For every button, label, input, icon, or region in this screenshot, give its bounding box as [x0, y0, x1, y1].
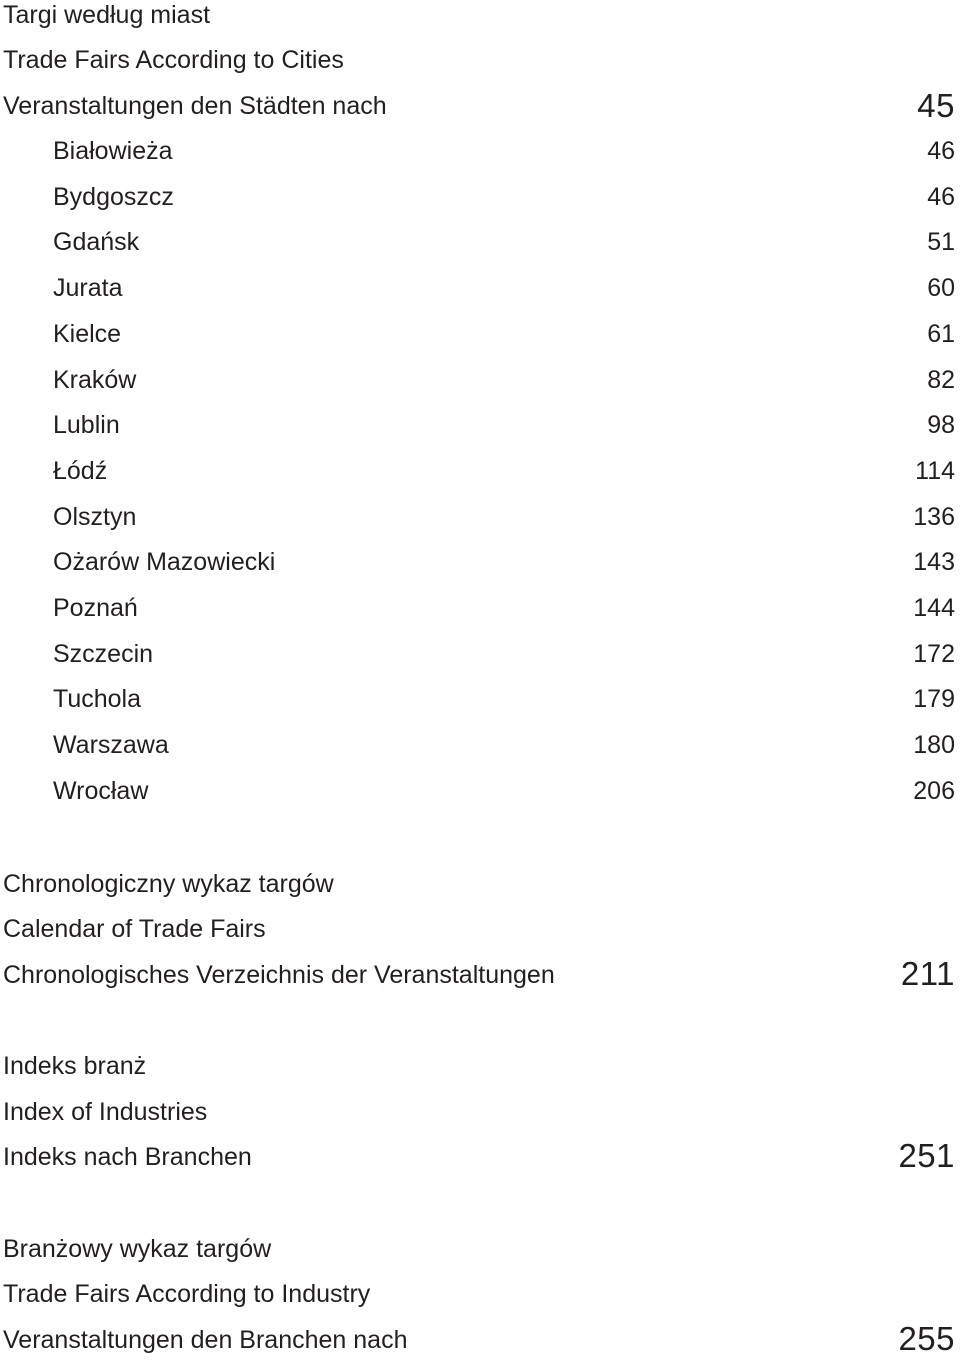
- city-entry[interactable]: [53, 319, 955, 349]
- calendar-section-page-number[interactable]: 211: [900, 955, 955, 992]
- city-name: Gdańsk: [53, 228, 140, 256]
- by-industry-title-en: Trade Fairs According to Industry: [3, 1280, 371, 1308]
- city-name: Bydgoszcz: [53, 183, 174, 211]
- city-page-number: 143: [913, 548, 955, 576]
- city-name: Warszawa: [53, 731, 169, 759]
- city-name: Ożarów Mazowiecki: [53, 548, 276, 576]
- city-name: Szczecin: [53, 640, 154, 668]
- calendar-title-de: Chronologisches Verzeichnis der Veranstaltungen: [3, 961, 555, 989]
- city-page-number: 61: [927, 320, 955, 348]
- by-industry-title-pl: Branżowy wykaz targów: [3, 1235, 272, 1263]
- cities-title-de: Veranstaltungen den Städten nach: [3, 92, 387, 120]
- city-page-number: 98: [927, 411, 955, 439]
- city-page-number: 136: [913, 503, 955, 531]
- city-entry[interactable]: [53, 639, 955, 669]
- city-page-number: 114: [915, 457, 955, 485]
- city-name: Wrocław: [53, 777, 149, 805]
- city-entry[interactable]: [53, 182, 955, 212]
- city-entry[interactable]: [53, 547, 955, 577]
- city-page-number: 206: [913, 777, 955, 805]
- city-page-number: 180: [913, 731, 955, 759]
- city-name: Jurata: [53, 274, 123, 302]
- city-page-number: 51: [927, 228, 955, 256]
- city-entry[interactable]: [53, 684, 955, 714]
- by-industry-section-page-number[interactable]: 255: [898, 1320, 955, 1357]
- city-page-number: 179: [913, 685, 955, 713]
- city-name: Kraków: [53, 366, 137, 394]
- city-entry[interactable]: [53, 502, 955, 532]
- calendar-title-pl: Chronologiczny wykaz targów: [3, 870, 334, 898]
- industries-section-page-number[interactable]: 251: [898, 1137, 955, 1174]
- city-entry[interactable]: [53, 365, 955, 395]
- calendar-title-en: Calendar of Trade Fairs: [3, 915, 266, 943]
- city-entry[interactable]: [53, 227, 955, 257]
- city-name: Białowieża: [53, 137, 173, 165]
- city-page-number: 144: [913, 594, 955, 622]
- city-name: Lublin: [53, 411, 120, 439]
- city-entry[interactable]: [53, 593, 955, 623]
- cities-title-pl: Targi według miast: [3, 1, 211, 29]
- city-page-number: 46: [927, 183, 955, 211]
- by-industry-title-de: Veranstaltungen den Branchen nach: [3, 1326, 408, 1354]
- city-entry[interactable]: [53, 730, 955, 760]
- city-page-number: 60: [927, 274, 955, 302]
- city-entry[interactable]: [53, 776, 955, 806]
- cities-title-en: Trade Fairs According to Cities: [3, 46, 344, 74]
- industries-title-de: Indeks nach Branchen: [3, 1143, 252, 1171]
- city-page-number: 46: [927, 137, 955, 165]
- city-page-number: 172: [913, 640, 955, 668]
- city-entry[interactable]: [53, 410, 955, 440]
- city-entry[interactable]: [53, 456, 955, 486]
- city-name: Tuchola: [53, 685, 142, 713]
- industries-title-en: Index of Industries: [3, 1098, 208, 1126]
- cities-section-page-number[interactable]: 45: [917, 87, 955, 124]
- city-name: Kielce: [53, 320, 122, 348]
- industries-title-pl: Indeks branż: [3, 1052, 147, 1080]
- city-entry[interactable]: [53, 136, 955, 166]
- city-name: Olsztyn: [53, 503, 137, 531]
- city-entry[interactable]: [53, 273, 955, 303]
- city-name: Poznań: [53, 594, 138, 622]
- city-name: Łódź: [53, 457, 108, 485]
- city-page-number: 82: [927, 366, 955, 394]
